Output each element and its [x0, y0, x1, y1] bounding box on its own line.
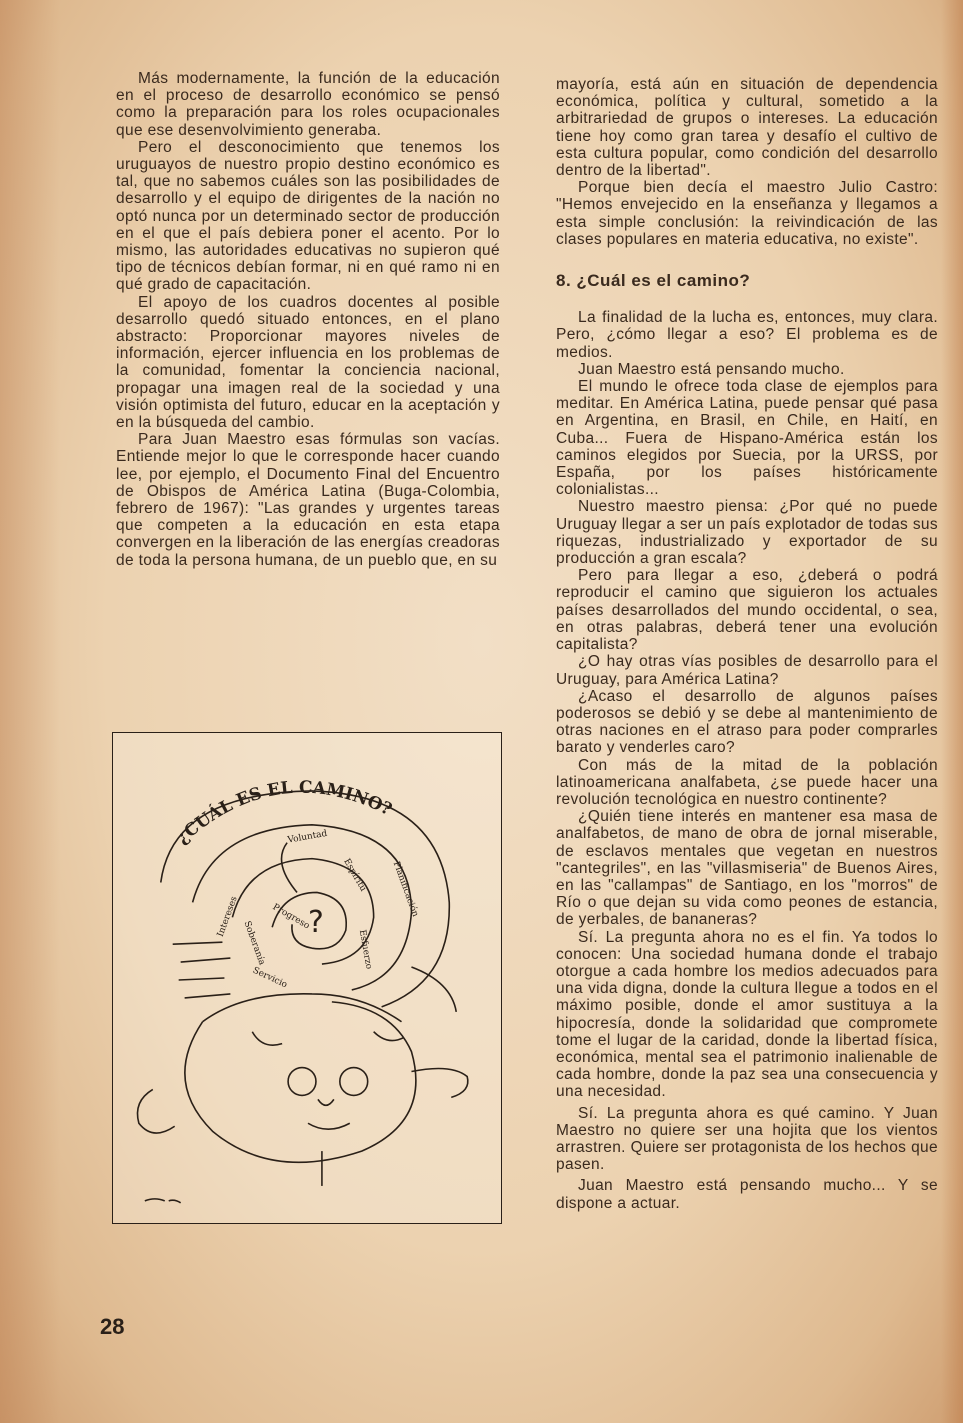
paragraph: Pero para llegar a eso, ¿deberá o podrá reproducir el camino que siguieron los actuales países desarrollados del mundo occidental, o sea, en otras palabras, deberá tener una evolución capitalista? [556, 567, 938, 654]
spiral-word: Intereses [215, 895, 240, 939]
cartoon-center-mark: ? [307, 905, 324, 941]
spiral-word: Espíritu [341, 857, 368, 894]
page-edge-shadow-left [0, 0, 60, 1423]
paragraph: El mundo le ofrece toda clase de ejemplos para meditar. En América Latina, puede pensar qué pasa en Argentina, en Brasil, en Chile, en Haití, en Cuba... Fuera de Hispano-América están los caminos elegidos por Suecia, por la URSS, por España, por los países históricamente colonialistas... [556, 378, 938, 499]
cartoon-question-text: ¿CUÁL ES EL CAMINO? [172, 776, 396, 848]
paragraph: El apoyo de los cuadros docentes al posible desarrollo quedó situado entonces, en el plano abstracto: Proporcionar mayores niveles de información, ejercer influencia en los problemas de la comunidad, fomentar la conciencia nacional, propagar una imagen real de la sociedad y una visión optimista del futuro, educar en la aceptación y en la búsqueda del cambio. [116, 293, 500, 432]
face-outline [185, 1002, 416, 1162]
spiral-word: Progreso [270, 902, 312, 932]
spiral-word: Soberanía [241, 919, 267, 967]
page-number: 28 [100, 1314, 125, 1339]
right-text-column [556, 76, 938, 1212]
paragraph: mayoría, está aún en situación de dependencia económica, política y cultural, sometido a la arbitrariedad de grupos o intereses. La educación tiene hoy como gran tarea y desafío el cultivo de esta cultura popular, como condición del desarrollo dentro de la libertad". [556, 76, 938, 180]
paragraph: Sí. La pregunta ahora es qué camino. Y Juan Maestro no quiere ser una hojita que los vientos arrastren. Quiere ser protagonista de los hechos que pasen. [556, 1104, 938, 1174]
section-heading: 8. ¿Cuál es el camino? [556, 271, 751, 291]
paragraph: Porque bien decía el maestro Julio Castro: "Hemos envejecido en la enseñanza y llegamos a esta simple conclusión: la reivindicación de las clases populares en materia educativa, no existe". [556, 179, 938, 248]
cartoon-drawing [113, 733, 501, 1223]
paragraph: ¿Acaso el desarrollo de algunos países poderosos se debió y se debe al mantenimiento de otras naciones en el atraso para poder comprarles barato y venderles caro? [556, 687, 938, 757]
paragraph: Nuestro maestro piensa: ¿Por qué no puede Uruguay llegar a ser un país explotador de todas sus riquezas, industrializado y exportador de su producción a gran escala? [556, 498, 938, 568]
paragraph: ¿O hay otras vías posibles de desarrollo para el Uruguay, para América Latina? [556, 653, 938, 688]
paragraph: Juan Maestro está pensando mucho. [578, 360, 845, 378]
hand-right [411, 1068, 467, 1097]
spiral-word: Planificación [390, 860, 421, 919]
paragraph: Con más de la mitad de la población latinoamericana analfabeta, ¿se puede hacer una revolución tecnológica en nuestro continente? [556, 756, 938, 808]
paragraph: ¿Quién tiene interés en mantener esa masa de analfabetos, de mano de obra de jornal miserable, de esclavos mentales que vegetan en nuestros "cantegriles", en las "villasmiseria" de Buenos Aires, en las "callampas" de Santiago, en los "morros" de Río o que dejan su vida como peones de estancia, de yerbales, de bananeras? [556, 808, 938, 929]
spiral-word: Servicio [251, 965, 289, 991]
paragraph: Para Juan Maestro esas fórmulas son vacías. Entiende mejor lo que le corresponde hacer cuando lee, por ejemplo, el Documento Final del Encuentro de Obispos de América Latina (Buga-Colombia, febrero de 1967): "Las grandes y urgentes tareas que competen a la educación en esta etapa convergen en la liberación de las energías creadoras de toda la persona humana, de un pueblo que, en su [116, 431, 500, 569]
page-edge-shadow-right [941, 0, 963, 1423]
spiral-word: Esfuerzo [356, 929, 374, 970]
paragraph: La finalidad de la lucha es, entonces, muy clara. Pero, ¿cómo llegar a eso? El problema es de medios. [556, 309, 938, 361]
paragraph: Pero el desconocimiento que tenemos los uruguayos de nuestro propio destino económico es tal, que no sabemos cuáles son las posibilidades de desarrollo y el equipo de dirigentes de la nación no optó nunca por un determinado sector de producción en el que el país debiera poner el acento. Por lo mismo, las autoridades educativas no supieron qué tipo de técnicos debían formar, ni en qué ramo ni en qué grado de capacitación. [116, 138, 500, 294]
cartoon-illustration [112, 732, 502, 1224]
paragraph: Sí. La pregunta ahora no es el fin. Ya todos lo conocen: Una sociedad humana donde el trabajo otorgue a cada hombre los medios adecuados para una vida digna, donde la cultura llegue a todos en el máximo posible, donde el amor sustituya a la hipocresía, donde la solidaridad que compromete tome el lugar de la caridad, donde la libertad física, económica, mental sea el patrimonio inalienable de cada hombre, donde la paz sea una consecuencia y una necesidad. [556, 928, 938, 1101]
left-text-column [116, 70, 500, 569]
paragraph: Juan Maestro está pensando mucho... Y se dispone a actuar. [556, 1177, 938, 1212]
spiral-word: Voluntad [286, 828, 329, 846]
hand-left [137, 1089, 174, 1133]
paragraph: Más modernamente, la función de la educación en el proceso de desarrollo económico se pensó como la preparación para los roles ocupacionales que ese desenvolvimiento generaba. [116, 70, 500, 139]
